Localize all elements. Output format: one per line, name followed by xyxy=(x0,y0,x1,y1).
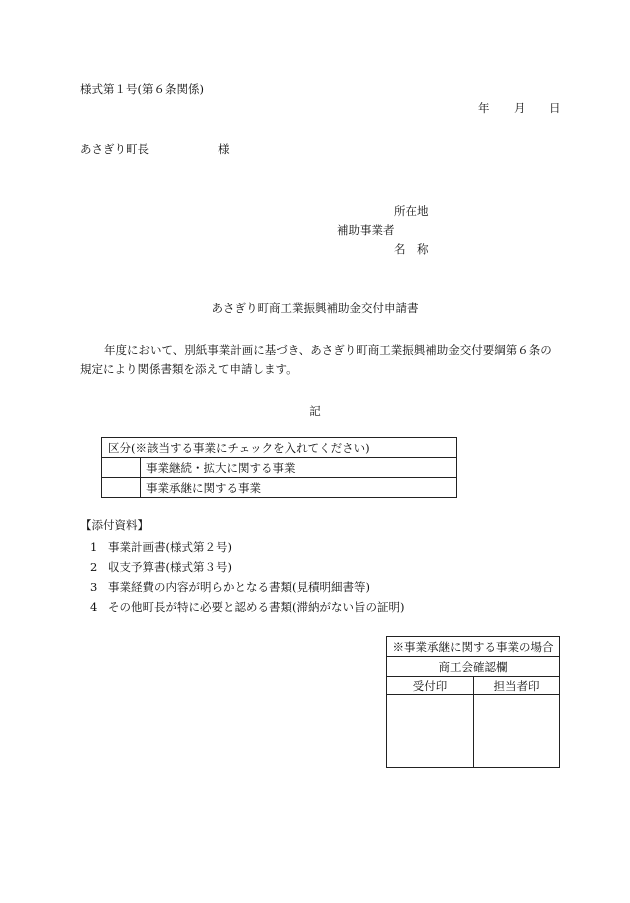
attachment-num: 3 xyxy=(90,580,98,594)
addressee-honorific: 様 xyxy=(218,142,230,156)
form-number: 様式第１号(第６条関係) xyxy=(80,82,204,96)
attachment-item xyxy=(90,599,404,615)
confirmation-columns-row xyxy=(387,677,560,695)
applicant-role-label: 補助事業者 xyxy=(337,223,395,237)
staff-stamp-area[interactable] xyxy=(474,695,560,768)
category-table-header-row xyxy=(102,438,457,458)
attachment-item xyxy=(90,539,232,555)
confirmation-stamp-row xyxy=(387,695,560,768)
category-checkbox-continuation[interactable] xyxy=(102,458,141,478)
name-label: 名 称 xyxy=(394,242,429,256)
address-label: 所在地 xyxy=(394,204,429,218)
attachment-text: その他町長が特に必要と認める書類(滞納がない旨の証明) xyxy=(108,600,405,614)
attachment-item xyxy=(90,559,232,575)
category-table-header: 区分(※該当する事業にチェックを入れてください) xyxy=(102,438,457,458)
column-reception-stamp: 受付印 xyxy=(387,677,474,695)
attachment-num: 1 xyxy=(90,540,98,554)
category-row xyxy=(102,478,457,498)
reception-stamp-area[interactable] xyxy=(387,695,474,768)
attachment-text: 収支予算書(様式第３号) xyxy=(108,560,232,574)
date-year: 年 xyxy=(478,101,490,115)
confirmation-header: ※事業承継に関する事業の場合 xyxy=(387,637,560,657)
column-staff-stamp: 担当者印 xyxy=(474,677,560,695)
body-line-1: 年度において、別紙事業計画に基づき、あさぎり町商工業振興補助金交付要綱第６条の xyxy=(104,343,552,357)
category-label-succession: 事業承継に関する事業 xyxy=(141,478,457,498)
attachment-text: 事業計画書(様式第２号) xyxy=(108,540,232,554)
confirmation-subheader: 商工会確認欄 xyxy=(387,657,560,677)
category-checkbox-succession[interactable] xyxy=(102,478,141,498)
confirmation-subheader-row xyxy=(387,657,560,677)
addressee-name: あさぎり町長 xyxy=(80,142,149,156)
confirmation-header-row xyxy=(387,637,560,657)
ki-heading: 記 xyxy=(309,404,321,418)
attachment-num: 4 xyxy=(90,600,98,614)
confirmation-table xyxy=(386,636,560,768)
date-month: 月 xyxy=(514,101,526,115)
body-line-2: 規定により関係書類を添えて申請します。 xyxy=(80,362,298,376)
document-title: あさぎり町商工業振興補助金交付申請書 xyxy=(211,301,419,315)
attachments-heading: 【添付資料】 xyxy=(80,518,149,532)
category-row xyxy=(102,458,457,478)
category-table xyxy=(101,437,457,498)
attachment-item xyxy=(90,579,370,595)
attachment-text: 事業経費の内容が明らかとなる書類(見積明細書等) xyxy=(108,580,370,594)
attachment-num: 2 xyxy=(90,560,98,574)
date-day: 日 xyxy=(549,101,561,115)
category-label-continuation: 事業継続・拡大に関する事業 xyxy=(141,458,457,478)
